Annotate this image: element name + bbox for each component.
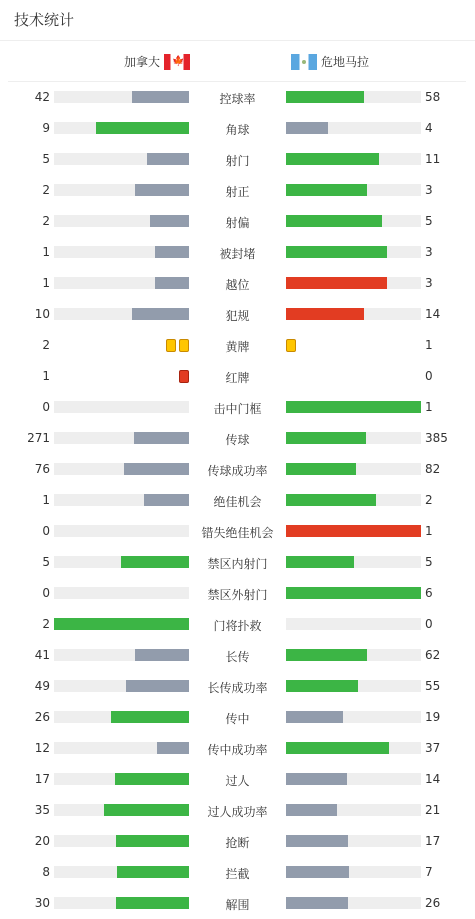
away-bar-fill: [286, 494, 376, 506]
home-bar-fill: [104, 804, 189, 816]
home-bar: [54, 122, 189, 134]
home-value: 5: [42, 152, 50, 166]
home-value: 8: [42, 865, 50, 879]
home-value: 35: [34, 803, 50, 817]
stat-row: [0, 826, 475, 857]
home-value: 17: [34, 772, 50, 786]
home-bar-fill: [147, 153, 189, 165]
home-value: 2: [42, 183, 50, 197]
home-value: 1: [42, 276, 50, 290]
home-value: 0: [42, 524, 50, 538]
home-bar-fill: [115, 773, 189, 785]
home-bar: [54, 153, 189, 165]
teams-header: [8, 41, 466, 82]
home-bar: [54, 680, 189, 692]
yellow-card-icon: [179, 339, 189, 352]
stat-label: 过人成功率: [207, 805, 268, 819]
stat-label: 长传: [225, 650, 250, 664]
away-bar: [286, 556, 421, 568]
away-bar: [286, 587, 421, 599]
home-bar: [54, 587, 189, 599]
stat-row: [0, 82, 475, 113]
home-bar: [54, 494, 189, 506]
away-bar: [286, 184, 421, 196]
away-bar-fill: [286, 215, 382, 227]
away-value: 5: [425, 214, 433, 228]
away-bar: [286, 432, 421, 444]
away-bar-fill: [286, 897, 348, 909]
away-bar: [286, 773, 421, 785]
stat-row: [0, 857, 475, 888]
away-bar-fill: [286, 308, 364, 320]
stat-label: 犯规: [225, 309, 250, 323]
away-value: 3: [425, 276, 433, 290]
away-bar-fill: [286, 742, 389, 754]
home-bar-fill: [155, 246, 189, 258]
stat-row: [0, 268, 475, 299]
away-value: 7: [425, 865, 433, 879]
stat-row: [0, 454, 475, 485]
away-bar-fill: [286, 804, 337, 816]
away-value: 55: [425, 679, 441, 693]
home-bar-fill: [155, 277, 189, 289]
away-value: 82: [425, 462, 441, 476]
away-bar: [286, 525, 421, 537]
yellow-card-icon: [166, 339, 176, 352]
home-bar: [54, 246, 189, 258]
stat-row: [0, 888, 475, 919]
stat-label: 拦截: [225, 867, 250, 881]
away-bar: [286, 897, 421, 909]
away-value: 1: [425, 338, 433, 352]
away-bar-fill: [286, 680, 358, 692]
home-cards: [179, 370, 189, 383]
away-value: 19: [425, 710, 441, 724]
home-bar: [54, 897, 189, 909]
away-bar-fill: [286, 277, 387, 289]
home-value: 49: [34, 679, 50, 693]
stat-label: 解围: [225, 898, 250, 912]
stat-label: 绝佳机会: [213, 495, 262, 509]
home-bar-fill: [126, 680, 189, 692]
stat-row: [0, 547, 475, 578]
home-bar: [54, 649, 189, 661]
home-bar: [54, 804, 189, 816]
away-bar: [286, 494, 421, 506]
stat-row: [0, 733, 475, 764]
home-value: 76: [34, 462, 50, 476]
away-value: 14: [425, 307, 441, 321]
home-value: 30: [34, 896, 50, 910]
away-bar-fill: [286, 463, 356, 475]
stat-label: 长传成功率: [207, 681, 268, 695]
away-bar-fill: [286, 184, 367, 196]
stat-label: 传中: [225, 712, 250, 726]
home-bar: [54, 463, 189, 475]
away-bar: [286, 91, 421, 103]
stats-list: [0, 82, 475, 919]
away-bar: [286, 215, 421, 227]
stat-label: 传球: [225, 433, 250, 447]
stat-label: 禁区外射门: [207, 588, 268, 602]
away-bar: [286, 618, 421, 630]
stat-row: [0, 113, 475, 144]
home-bar-fill: [96, 122, 189, 134]
stat-row: [0, 795, 475, 826]
away-value: 17: [425, 834, 441, 848]
home-bar-fill: [111, 711, 189, 723]
home-bar-fill: [135, 184, 189, 196]
home-value: 9: [42, 121, 50, 135]
stat-label: 门将扑救: [213, 619, 262, 633]
home-value: 12: [34, 741, 50, 755]
home-value: 2: [42, 338, 50, 352]
home-value: 5: [42, 555, 50, 569]
stat-label: 角球: [225, 123, 250, 137]
stat-label: 禁区内射门: [207, 557, 268, 571]
away-bar: [286, 246, 421, 258]
away-bar-fill: [286, 835, 348, 847]
home-team[interactable]: [124, 53, 190, 70]
stat-label: 越位: [225, 278, 250, 292]
stat-label: 红牌: [225, 371, 250, 385]
home-bar: [54, 308, 189, 320]
away-bar: [286, 804, 421, 816]
away-value: 37: [425, 741, 441, 755]
home-value: 0: [42, 586, 50, 600]
yellow-card-icon: [286, 339, 296, 352]
home-bar-fill: [135, 649, 189, 661]
away-value: 2: [425, 493, 433, 507]
home-bar: [54, 91, 189, 103]
home-bar: [54, 711, 189, 723]
stat-row: [0, 485, 475, 516]
stat-row: [0, 578, 475, 609]
home-value: 2: [42, 617, 50, 631]
stat-label: 射偏: [225, 216, 250, 230]
away-value: 1: [425, 400, 433, 414]
stat-row: [0, 516, 475, 547]
away-bar-fill: [286, 587, 421, 599]
away-value: 385: [425, 431, 448, 445]
stat-label: 传球成功率: [207, 464, 268, 478]
home-value: 26: [34, 710, 50, 724]
guatemala-flag-icon: [291, 54, 317, 70]
away-value: 4: [425, 121, 433, 135]
away-bar: [286, 711, 421, 723]
home-team-name: 加拿大: [123, 55, 160, 69]
home-bar: [54, 773, 189, 785]
away-value: 11: [425, 152, 441, 166]
stat-label: 传中成功率: [207, 743, 268, 757]
home-bar: [54, 184, 189, 196]
home-cards: [166, 339, 189, 352]
away-value: 62: [425, 648, 441, 662]
stat-row: [0, 175, 475, 206]
away-bar-fill: [286, 711, 343, 723]
home-value: 41: [34, 648, 50, 662]
away-value: 0: [425, 369, 433, 383]
home-value: 20: [34, 834, 50, 848]
home-bar: [54, 742, 189, 754]
away-bar: [286, 122, 421, 134]
away-bar: [286, 277, 421, 289]
home-value: 2: [42, 214, 50, 228]
home-value: 1: [42, 493, 50, 507]
home-bar-fill: [116, 897, 189, 909]
home-bar-fill: [117, 866, 189, 878]
page-title: 技术统计: [14, 11, 75, 29]
stat-label: 黄牌: [225, 340, 250, 354]
away-bar-fill: [286, 432, 366, 444]
home-bar: [54, 277, 189, 289]
away-team-name: 危地马拉: [321, 55, 370, 69]
stat-row: [0, 764, 475, 795]
stat-label: 射门: [225, 154, 250, 168]
home-value: 42: [34, 90, 50, 104]
away-value: 6: [425, 586, 433, 600]
away-value: 58: [425, 90, 441, 104]
away-bar-fill: [286, 773, 347, 785]
stat-row: [0, 671, 475, 702]
away-bar: [286, 308, 421, 320]
away-value: 0: [425, 617, 433, 631]
home-bar: [54, 432, 189, 444]
red-card-icon: [179, 370, 189, 383]
home-bar: [54, 215, 189, 227]
away-bar: [286, 680, 421, 692]
stat-label: 过人: [225, 774, 250, 788]
home-bar-fill: [124, 463, 189, 475]
away-bar-fill: [286, 153, 379, 165]
stats-header: [0, 0, 475, 41]
away-value: 26: [425, 896, 441, 910]
stat-row: [0, 299, 475, 330]
home-bar-fill: [157, 742, 189, 754]
away-bar-fill: [286, 91, 364, 103]
home-bar-fill: [134, 432, 189, 444]
away-bar: [286, 866, 421, 878]
home-value: 1: [42, 369, 50, 383]
home-bar: [54, 835, 189, 847]
stat-label: 射正: [225, 185, 250, 199]
home-value: 1: [42, 245, 50, 259]
stat-row: [0, 609, 475, 640]
away-bar-fill: [286, 866, 349, 878]
away-team[interactable]: [291, 53, 369, 70]
home-bar: [54, 401, 189, 413]
away-cards: [286, 339, 296, 352]
away-bar: [286, 463, 421, 475]
away-value: 21: [425, 803, 441, 817]
away-value: 3: [425, 245, 433, 259]
stat-row: [0, 206, 475, 237]
home-bar-fill: [132, 308, 189, 320]
away-bar: [286, 401, 421, 413]
home-bar: [54, 525, 189, 537]
stat-row: [0, 144, 475, 175]
canada-flag-icon: 🍁: [164, 54, 190, 70]
away-value: 3: [425, 183, 433, 197]
stat-row: [0, 392, 475, 423]
stat-label: 被封堵: [219, 247, 256, 261]
stat-label: 击中门框: [213, 402, 262, 416]
away-bar: [286, 742, 421, 754]
home-bar: [54, 618, 189, 630]
home-bar-fill: [144, 494, 189, 506]
away-bar-fill: [286, 525, 421, 537]
home-bar-fill: [121, 556, 189, 568]
stat-row: [0, 702, 475, 733]
stat-label: 抢断: [225, 836, 250, 850]
stat-row: [0, 423, 475, 454]
stat-row: [0, 330, 475, 361]
away-bar: [286, 835, 421, 847]
stat-label: 控球率: [219, 92, 256, 106]
home-bar-fill: [132, 91, 189, 103]
home-value: 271: [27, 431, 50, 445]
away-value: 5: [425, 555, 433, 569]
away-bar-fill: [286, 401, 421, 413]
home-value: 10: [34, 307, 50, 321]
home-bar-fill: [150, 215, 189, 227]
stat-label: 错失绝佳机会: [201, 526, 274, 540]
away-bar-fill: [286, 246, 387, 258]
away-value: 1: [425, 524, 433, 538]
away-bar: [286, 153, 421, 165]
home-bar-fill: [54, 618, 189, 630]
away-bar-fill: [286, 556, 354, 568]
stat-row: [0, 361, 475, 392]
stat-row: [0, 640, 475, 671]
away-bar-fill: [286, 649, 367, 661]
stat-row: [0, 237, 475, 268]
away-bar-fill: [286, 122, 328, 134]
home-bar: [54, 556, 189, 568]
home-bar: [54, 866, 189, 878]
home-bar-fill: [116, 835, 189, 847]
home-value: 0: [42, 400, 50, 414]
away-value: 14: [425, 772, 441, 786]
away-bar: [286, 649, 421, 661]
